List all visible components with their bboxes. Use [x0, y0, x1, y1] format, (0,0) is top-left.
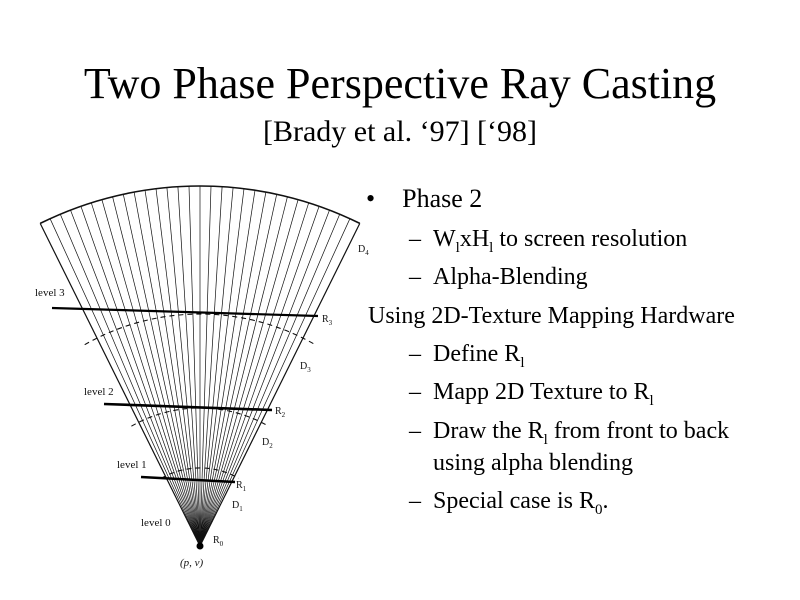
ray-line	[113, 197, 200, 546]
ray-line	[102, 200, 200, 546]
ray-line	[200, 190, 255, 546]
ray-line	[167, 188, 200, 547]
ray-label-r0: $R_0$	[213, 535, 224, 548]
slide-title: Two Phase Perspective Ray Casting	[83, 59, 717, 108]
sub-item-alpha-blending: – Alpha-Blending	[409, 264, 588, 290]
bullet-symbol: •	[366, 184, 376, 213]
bullet-phase-2-text: Phase 2	[402, 184, 483, 213]
sub-item-map-texture: – Mapp 2D Texture to $R_l$	[409, 379, 654, 409]
level-0-label: level 0	[141, 517, 171, 529]
dash: –	[409, 226, 421, 252]
sub-item-special-case: – Special case is $R_0$.	[409, 488, 609, 518]
sub-item-draw-rl: – Draw the $R_l$ from front to back	[409, 418, 730, 448]
ray-line	[200, 189, 244, 546]
ray-line	[71, 210, 201, 546]
viewpoint-label: (p, v)	[180, 557, 204, 569]
sub-item-define-rl: – Define $R_l$	[409, 341, 525, 371]
sub-item-resolution: – $W_lxH_l$ to screen resolution	[409, 226, 688, 256]
ray-line	[40, 223, 200, 546]
ray-label-r2: $R_2$	[275, 406, 286, 419]
bullet-phase-2	[366, 183, 482, 215]
level-3-label: level 3	[35, 287, 65, 299]
ray-fan	[40, 186, 360, 546]
depth-label-d3: $D_3$	[300, 361, 311, 374]
level-2-label: level 2	[84, 386, 114, 398]
ray-line	[123, 194, 200, 546]
ray-line	[145, 190, 200, 546]
dash: –	[409, 379, 421, 405]
ray-line	[200, 194, 277, 546]
dash: –	[409, 418, 421, 444]
slide-subtitle: [Brady et al. ‘97] [‘98]	[262, 115, 538, 148]
ray-label-r3: $R_3$	[322, 314, 333, 327]
ray-line	[156, 189, 200, 546]
depth-label-d4: $D_4$	[358, 244, 369, 257]
ray-line	[200, 188, 233, 547]
slice-plane	[104, 404, 272, 410]
viewpoint-dot	[197, 543, 204, 550]
ray-line	[200, 219, 350, 546]
sub-item-draw-rl-continued: using alpha blending	[433, 450, 633, 476]
texture-mapping-heading: Using 2D-Texture Mapping Hardware	[368, 303, 735, 329]
ray-line	[200, 214, 340, 546]
dash: –	[409, 264, 421, 290]
level-1-label: level 1	[117, 459, 147, 471]
ray-label-r1: $R_1$	[236, 480, 247, 493]
depth-label-d1: $D_1$	[232, 500, 243, 513]
ray-line	[189, 186, 200, 546]
ray-line	[200, 197, 287, 546]
ray-line	[200, 223, 360, 546]
dash: –	[409, 488, 421, 514]
ray-line	[200, 200, 298, 546]
ray-line	[60, 214, 200, 546]
ray-line	[200, 210, 330, 546]
slice-plane	[52, 308, 318, 316]
dash: –	[409, 341, 421, 367]
depth-label-d2: $D_2$	[262, 437, 273, 450]
ray-line	[200, 186, 211, 546]
ray-line	[50, 219, 200, 546]
